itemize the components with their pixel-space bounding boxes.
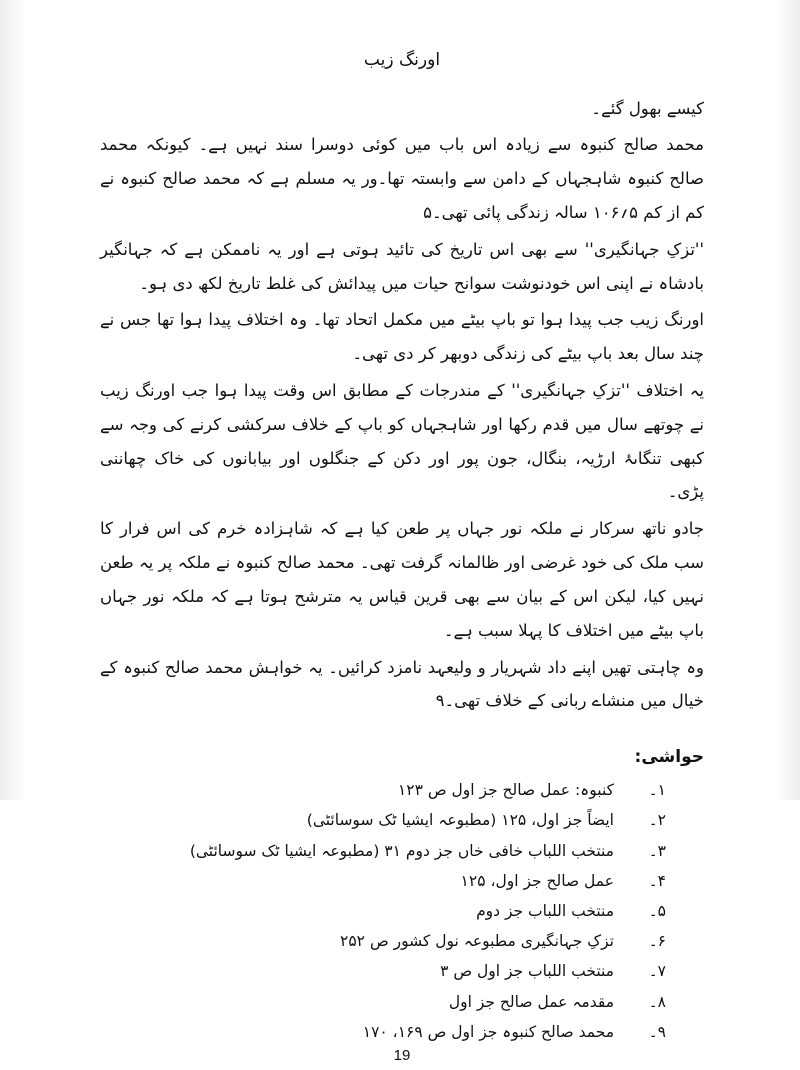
footnote-number: ۲۔ [648,811,666,830]
footnote-text: کنبوہ: عمل صالح جز اول ص ۱۲۳ [397,781,614,800]
footnote-number: ۵۔ [648,902,666,920]
footnote-item [100,866,704,896]
body-paragraph: کیسے بھول گئے۔ [591,98,704,118]
footnote-number: ۹۔ [648,1022,666,1041]
footnote-number: ۶۔ [648,932,666,951]
footnote-item [100,987,704,1017]
footnotes-list [100,775,704,1047]
body-paragraph: اورنگ زیب جب پیدا ہوا تو باپ بیٹے میں مکمل اتحاد تھا۔ وہ اختلاف پیدا ہوا تھا جس نے چند سال بعد باپ بیٹے کی زندگی دوبھر کر دی تھی۔ [100,310,704,364]
footnote-item [100,896,704,926]
footnotes-heading: حواشی: [634,747,704,768]
footnote-text: عمل صالح جز اول، ۱۲۵ [460,871,614,890]
body-paragraph: وہ چاہتی تھیں اپنے داد شہریار و ولیعہد نامزد کرائیں۔ یہ خواہش محمد صالح کنبوہ کے خیال میں منشاے ربانی کے خلاف تھی۔۹ [100,657,704,711]
footnote-text: مقدمہ عمل صالح جز اول [448,992,614,1011]
footnote-item [100,1017,704,1047]
footnote-number: ۳۔ [648,841,666,860]
footnote-item [100,775,704,805]
footnote-item [100,805,704,835]
page-number: 19 [393,1047,411,1065]
footnote-item [100,926,704,956]
footnote-item [100,956,704,986]
footnote-number: ۷۔ [648,962,666,981]
body-paragraph: ''تزکِ جہانگیری'' سے بھی اس تاریخ کی تائید ہوتی ہے اور یہ ناممکن ہے کہ جہانگیر بادشاہ نے اپنی اس خودنوشت سوانح حیات میں پیدائش کی غلط تاریخ لکھ دی ہو۔ [100,239,704,293]
body-paragraph: محمد صالح کنبوہ سے زیادہ اس باب میں کوئی دوسرا سند نہیں ہے۔ کیونکہ محمد صالح کنبوہ شاہجہاں کے دامن سے وابستہ تھا۔ور یہ مسلم ہے کہ محمد صالح کنبوہ نے کم از کم ۵؍۱۰۶ سالہ زندگی پائی تھی۔۵ [100,135,704,222]
footnote-number: ۱۔ [648,781,666,800]
footnote-text: ایضاً جز اول، ۱۲۵ (مطبوعہ ایشیا ٹک سوسائٹی) [306,811,614,830]
body-paragraph: یہ اختلاف ''تزکِ جہانگیری'' کے مندرجات کے مطابق اس وقت پیدا ہوا جب اورنگ زیب نے چوتھے سال میں قدم رکھا اور شاہجہاں کو باپ کے خلاف سرکشی کرنے کی وجہ سے کبھی تنگاںۂ ارڑیہ، بنگال، جون پور اور دکن کے جنگلوں اور بیابانوں کی خاک چھاننی پڑی۔ [100,381,704,502]
body-paragraph: جادو ناتھ سرکار نے ملکہ نور جہاں پر طعن کیا ہے کہ شاہزادہ خرم کی اس فرار کا سب ملک کی خود غرضی اور ظالمانہ گرفت تھی۔ محمد صالح کنبوہ نے ملکہ پر یہ طعن نہیں کیا، لیکن اس کے بیان سے بھی قرین قیاس یہ مترشح ہوتا ہے کہ ملکہ نور جہاں باپ بیٹے میں اختلاف کا پہلا سبب ہے۔ [100,519,704,640]
footnote-text: منتخب اللباب خافی خاں جز دوم ۳۱ (مطبوعہ ایشیا ٹک سوسائٹی) [189,841,614,860]
footnote-text: منتخب اللباب جز اول ص ۳ [440,962,614,981]
body-text [100,92,704,722]
footnote-text: محمد صالح کنبوہ جز اول ص ۱۶۹، ۱۷۰ [362,1022,614,1041]
footnote-item [100,836,704,866]
page-header-title: اورنگ زیب [363,50,441,70]
footnote-number: ۸۔ [648,992,666,1011]
footnote-text: منتخب اللباب جز دوم [476,902,614,920]
footnote-number: ۴۔ [648,871,666,890]
footnote-text: تزکِ جہانگیری مطبوعہ نول کشور ص ۲۵۲ [340,932,614,951]
